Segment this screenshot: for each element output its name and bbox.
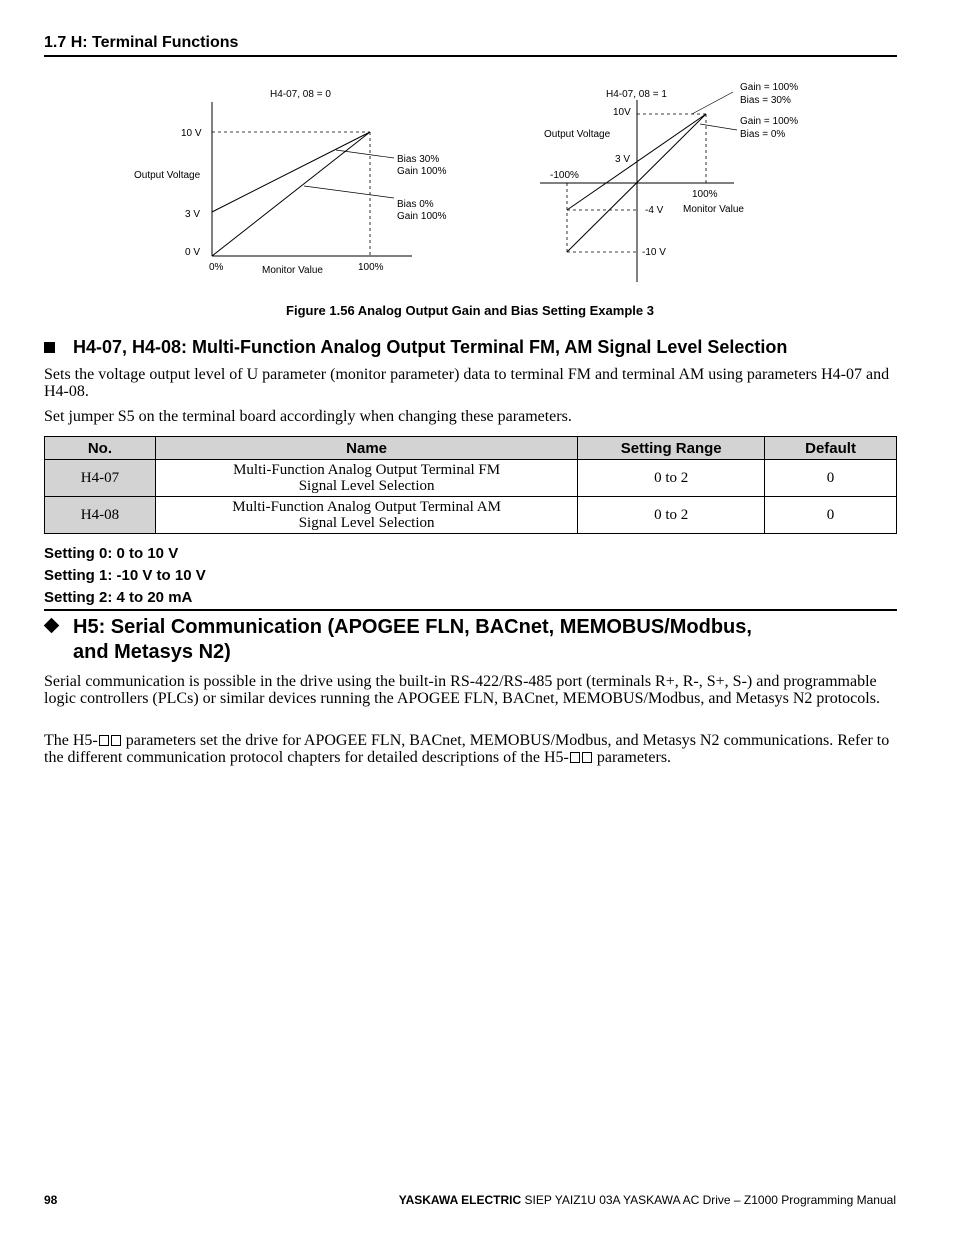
right-ytick-3v: 3 V	[615, 154, 631, 165]
param-range: 0 to 2	[578, 497, 765, 534]
param-range: 0 to 2	[578, 460, 765, 497]
left-xtick-100: 100%	[358, 262, 384, 273]
h4-paragraph-1: Sets the voltage output level of U parameter (monitor parameter) data to terminal FM and terminal AM using parameters H4-07 and H4-08.	[44, 366, 890, 400]
footer-doc-info	[399, 1193, 896, 1207]
setting-2: Setting 2: 4 to 20 mA	[44, 589, 193, 606]
right-graph	[540, 82, 798, 282]
section-h4-title: H4-07, H4-08: Multi-Function Analog Output Terminal FM, AM Signal Level Selection	[73, 337, 788, 357]
left-annot-1b: Gain 100%	[397, 166, 447, 177]
left-ytick-10v: 10 V	[181, 128, 202, 139]
footer-doc: SIEP YAIZ1U 03A YASKAWA AC Drive – Z1000 Programming Manual	[521, 1193, 896, 1207]
table-row	[45, 497, 897, 534]
col-header-default: Default	[765, 437, 897, 460]
figure-caption: Figure 1.56 Analog Output Gain and Bias Setting Example 3	[286, 303, 654, 318]
header-rule	[44, 55, 897, 57]
gain-bias-figure	[44, 70, 824, 290]
right-graph-title: H4-07, 08 = 1	[606, 89, 667, 100]
setting-1: Setting 1: -10 V to 10 V	[44, 567, 206, 584]
right-y-axis-label: Output Voltage	[544, 129, 611, 140]
placeholder-box-icon	[99, 735, 109, 746]
param-no: H4-07	[45, 460, 156, 497]
left-y-axis-label: Output Voltage	[134, 170, 201, 181]
left-graph-title: H4-07, 08 = 0	[270, 89, 331, 100]
right-annot-1b: Bias = 30%	[740, 95, 791, 106]
section-header: 1.7 H: Terminal Functions	[44, 34, 239, 51]
section-h5-title-line1: H5: Serial Communication (APOGEE FLN, BACnet, MEMOBUS/Modbus,	[73, 616, 752, 638]
left-annot-2a: Bias 0%	[397, 199, 434, 210]
parameter-table	[44, 436, 897, 534]
left-x-axis-label: Monitor Value	[262, 265, 323, 276]
footer-brand: YASKAWA ELECTRIC	[398, 1193, 522, 1207]
param-name: Multi-Function Analog Output Terminal FM Signal Level Selection	[155, 460, 577, 497]
right-ytick-neg10v: -10 V	[642, 247, 666, 258]
param-default: 0	[765, 497, 897, 534]
col-header-name: Name	[155, 437, 577, 460]
left-ytick-0v: 0 V	[185, 247, 201, 258]
placeholder-box-icon	[111, 735, 121, 746]
left-line-bias30	[212, 132, 370, 212]
left-xtick-0: 0%	[209, 262, 224, 273]
right-annot-2b: Bias = 0%	[740, 129, 786, 140]
col-header-no: No.	[45, 437, 156, 460]
right-annot-1a: Gain = 100%	[740, 82, 799, 93]
left-line-bias0	[212, 132, 370, 256]
param-name: Multi-Function Analog Output Terminal AM Signal Level Selection	[155, 497, 577, 534]
placeholder-box-icon	[570, 752, 580, 763]
left-ytick-3v: 3 V	[185, 209, 201, 220]
right-xtick-neg100: -100%	[550, 170, 579, 181]
section-h4-heading	[44, 337, 787, 358]
section-h5-title-line2: and Metasys N2)	[73, 641, 231, 663]
left-annot-1a: Bias 30%	[397, 154, 440, 165]
placeholder-box-icon	[582, 752, 592, 763]
table-header-row	[45, 437, 897, 460]
right-x-axis-label: Monitor Value	[683, 204, 744, 215]
right-ytick-10v: 10V	[613, 107, 631, 118]
col-header-range: Setting Range	[578, 437, 765, 460]
page-number: 98	[44, 1193, 58, 1207]
left-graph	[134, 89, 447, 276]
param-default: 0	[765, 460, 897, 497]
h5-rule	[44, 609, 897, 611]
setting-0: Setting 0: 0 to 10 V	[44, 545, 179, 562]
square-bullet-icon	[44, 342, 55, 353]
table-row	[45, 460, 897, 497]
right-annot-2a: Gain = 100%	[740, 116, 799, 127]
left-annot-2b: Gain 100%	[397, 211, 447, 222]
h5-paragraph-1: Serial communication is possible in the drive using the built-in RS-422/RS-485 port (terminals R+, R-, S+, S-) and programmable logic controllers (PLCs) or similar devices running the APOGEE FLN, BACnet, MEMOBUS/Modbus, and Metasys N2 protocols.	[44, 673, 880, 707]
h4-paragraph-2: Set jumper S5 on the terminal board accordingly when changing these parameters.	[44, 408, 572, 425]
section-h5-heading	[44, 615, 752, 665]
h5-paragraph-2: The H5- parameters set the drive for APOGEE FLN, BACnet, MEMOBUS/Modbus, and Metasys N2 communications. Refer to the different communication protocol chapters for detailed descriptions of the H5- parameters.	[44, 732, 890, 766]
right-xtick-100: 100%	[692, 189, 718, 200]
param-no: H4-08	[45, 497, 156, 534]
right-ytick-neg4v: -4 V	[645, 205, 664, 216]
